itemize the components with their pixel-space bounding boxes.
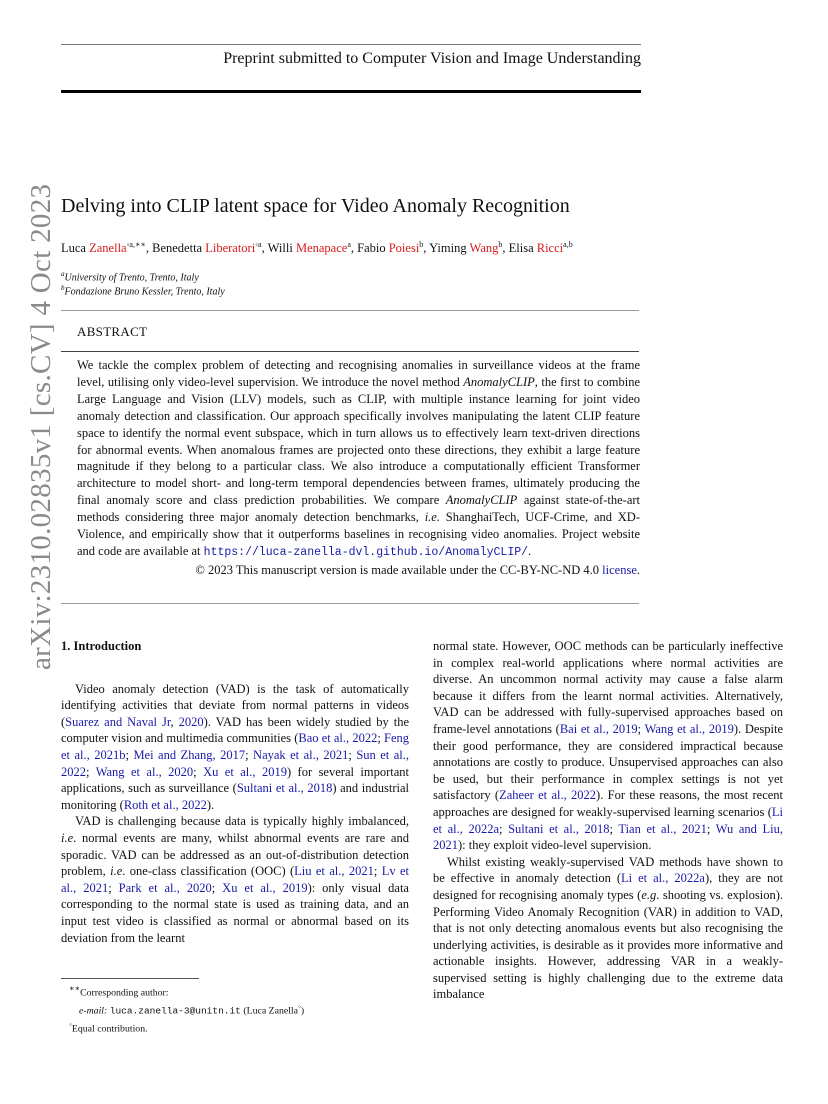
author-lastname-link[interactable]: Zanella <box>89 241 127 256</box>
citation-link[interactable]: Nayak et al., 2021 <box>253 747 349 762</box>
abstract-bottom-rule <box>61 603 639 604</box>
author-lastname-link[interactable]: Ricci <box>536 241 564 256</box>
author-lastname-link[interactable]: Poiesi <box>388 241 420 256</box>
author: Yiming Wang$^b$ <box>429 240 503 256</box>
footnote-rule <box>61 978 199 979</box>
abstract-text: We tackle the complex problem of detecting and recognising anomalies in surveillance videos at the frame level, utilising only video-level supervision. We introduce the novel method AnomalyCLIP, the first to combine Large Language and Vision (LLV) models, such as CLIP, with multiple instance learning for joint video anomaly detection and classification. Our approach specifically involves manipulating the latent CLIP feature space to identify the normal event subspace, which in turn allows us to effectively learn text-driven directions for abnormal events. When anomalous frames are projected onto these directions, they exhibit a large feature magnitude if they belong to a particular class. We also introduce a computationally efficient Transformer architecture to model short- and long-term temporal dependencies between frames, ultimately producing the final anomaly score and class prediction probabilities. We compare AnomalyCLIP against state-of-the-art methods considering three major anomaly detection benchmarks, i.e. ShanghaiTech, UCF-Crime, and XD-Violence, and empirically show that it outperforms baselines in recognising video anomalies. Project website and code are available at https://luca-zanella-dvl.github.io/AnomalyCLIP/. © 2023 This manuscript version is made available under the CC-BY-NC-ND 4.0 license. <box>77 358 641 577</box>
citation-link[interactable]: Mei and Zhang, 2017 <box>133 747 246 762</box>
citation-link[interactable]: Lv et al., 2021 <box>61 864 409 895</box>
project-url-link[interactable]: https://luca-zanella-dvl.github.io/AnomalyCLIP/ <box>203 545 529 559</box>
license-link[interactable]: license <box>602 562 637 577</box>
author: Willi Menapace$^a$ <box>267 240 351 256</box>
right-column <box>433 638 783 1003</box>
footnotes <box>61 982 304 1035</box>
header-rule-thin <box>61 44 641 45</box>
citation-link[interactable]: Bao et al., 2022 <box>298 731 378 746</box>
body-paragraph: normal state. However, OOC methods can be particularly ineffective in complex real-world applications where normal activities are diverse. An uncommon normal activity may cause a false alarm because it differs from the learnt normal activities. Alternatively, VAD can be addressed with fully-supervised approaches based on frame-level annotations (Bai et al., 2019; Wang et al., 2019). Despite their good performance, they are considered impractical because annotations are costly to produce. Unsupervised approaches can also be used, but their performance in complex settings is not yet satisfactory (Zaheer et al., 2022). For these reasons, the most recent approaches are designed for weakly-supervised learning scenarios (Li et al., 2022a; Sultani et al., 2018; Tian et al., 2021; Wu and Liu, 2021): they exploit video-level supervision. <box>433 639 784 853</box>
author: Elisa Ricci$^{a,b}$ <box>508 240 573 256</box>
author: Fabio Poiesi$^b$ <box>357 240 424 256</box>
citation-link[interactable]: Li et al., 2022a <box>621 871 705 886</box>
journal-line: Preprint submitted to Computer Vision and Image Understanding <box>223 50 641 67</box>
body-paragraph: Whilst existing weakly-supervised VAD methods have shown to be effective in anomaly detection (Li et al., 2022a), they are not designed for recognising anomaly types (e.g. shooting vs. explosion). Performing Video Anomaly Recognition (VAR) in addition to VAD, that is not only detecting anomalous events but also recognising the underlying activities, is desirable as it provides more informative and actionable insights. However, addressing VAR in a weakly-supervised setting is highly challenging due to the extreme data imbalance <box>433 854 784 1002</box>
email-address: luca.zanella-3@unitn.it <box>109 1005 241 1017</box>
left-column <box>61 638 409 946</box>
author-list: Luca Zanella$^{◦a,∗∗}$, Benedetta Liberatori$^{◦a}$, Willi Menapace$^a$, Fabio Poiesi$^b$, Yiming Wang$^b$, Elisa Ricci$^{a,b}$ <box>61 240 573 256</box>
citation-link[interactable]: Xu et al., 2019 <box>222 880 308 895</box>
author-lastname-link[interactable]: Menapace <box>295 241 348 256</box>
citation-link[interactable]: Xu et al., 2019 <box>203 764 287 779</box>
citation-link[interactable]: Tian et al., 2021 <box>618 821 707 836</box>
body-paragraph: VAD is challenging because data is typically highly imbalanced, i.e. normal events are many, whilst abnormal events are rare and sporadic. VAD can be addressed as an out-of-distribution detection problem, i.e. one-class classification (OOC) (Liu et al., 2021; Lv et al., 2021; Park et al., 2020; Xu et al., 2019): only visual data corresponding to the normal state is used as training data, and an input test video is classified as normal or abnormal based on its deviation from the learnt <box>61 814 409 945</box>
citation-link[interactable]: Wang et al., 2020 <box>95 764 194 779</box>
citation-link[interactable]: Sun et al., 2022 <box>61 747 410 779</box>
citation-link[interactable]: Sultani et al., 2018 <box>236 781 333 796</box>
affiliation: $^b$Fondazione Bruno Kessler, Trento, Italy <box>61 284 225 298</box>
paper-title: Delving into CLIP latent space for Video Anomaly Recognition <box>61 195 570 217</box>
abstract-top-rule <box>61 310 639 311</box>
footnote-email: e-mail: luca.zanella-3@unitn.it (Luca Zanella◦) <box>79 1001 305 1017</box>
affiliation: $^a$University of Trento, Trento, Italy <box>61 270 199 284</box>
citation-link[interactable]: 2020 <box>178 714 204 729</box>
citation-link[interactable]: Feng et al., 2021b <box>61 731 409 762</box>
citation-link[interactable]: Roth et al., 2022 <box>123 797 207 812</box>
author-lastname-link[interactable]: Wang <box>469 241 499 256</box>
section-heading: 1. Introduction <box>61 639 142 653</box>
citation-link[interactable]: Li et al., 2022a <box>433 804 783 836</box>
citation-link[interactable]: Bai et al., 2019 <box>559 721 638 736</box>
author-lastname-link[interactable]: Liberatori <box>205 241 256 256</box>
citation-link[interactable]: Park et al., 2020 <box>118 880 212 895</box>
author: Benedetta Liberatori$^{◦a}$ <box>152 240 262 256</box>
body-paragraph: Video anomaly detection (VAD) is the task of automatically identifying activities that deviate from normal patterns in videos (Suarez and Naval Jr, 2020). VAD has been widely studied by the computer vision and multimedia communities (Bao et al., 2022; Feng et al., 2021b; Mei and Zhang, 2017; Nayak et al., 2021; Sun et al., 2022; Wang et al., 2020; Xu et al., 2019) for several important applications, such as surveillance (Sultani et al., 2018) and industrial monitoring (Roth et al., 2022). <box>61 681 410 812</box>
citation-link[interactable]: Wu and Liu, 2021 <box>433 821 783 853</box>
citation-link[interactable]: Wang et al., 2019 <box>644 721 734 736</box>
footnote-equal-contribution: ◦Equal contribution. <box>69 1019 148 1034</box>
abstract-heading: ABSTRACT <box>77 324 148 339</box>
author: Luca Zanella$^{◦a,∗∗}$ <box>61 240 146 256</box>
citation-link[interactable]: Sultani et al., 2018 <box>508 821 610 836</box>
citation-link[interactable]: Suarez and Naval Jr <box>65 714 171 729</box>
abstract-heading-rule <box>61 351 639 352</box>
license-line: © 2023 This manuscript version is made available under the CC-BY-NC-ND 4.0 license. <box>195 562 640 577</box>
header-rule-thick <box>61 90 641 93</box>
citation-link[interactable]: Zaheer et al., 2022 <box>499 788 597 803</box>
footnote-corresponding: ∗∗Corresponding author: <box>69 984 169 999</box>
citation-link[interactable]: Liu et al., 2021 <box>294 864 374 879</box>
arxiv-side-stamp: arXiv:2310.02835v1 [cs.CV] 4 Oct 2023 <box>25 183 57 670</box>
